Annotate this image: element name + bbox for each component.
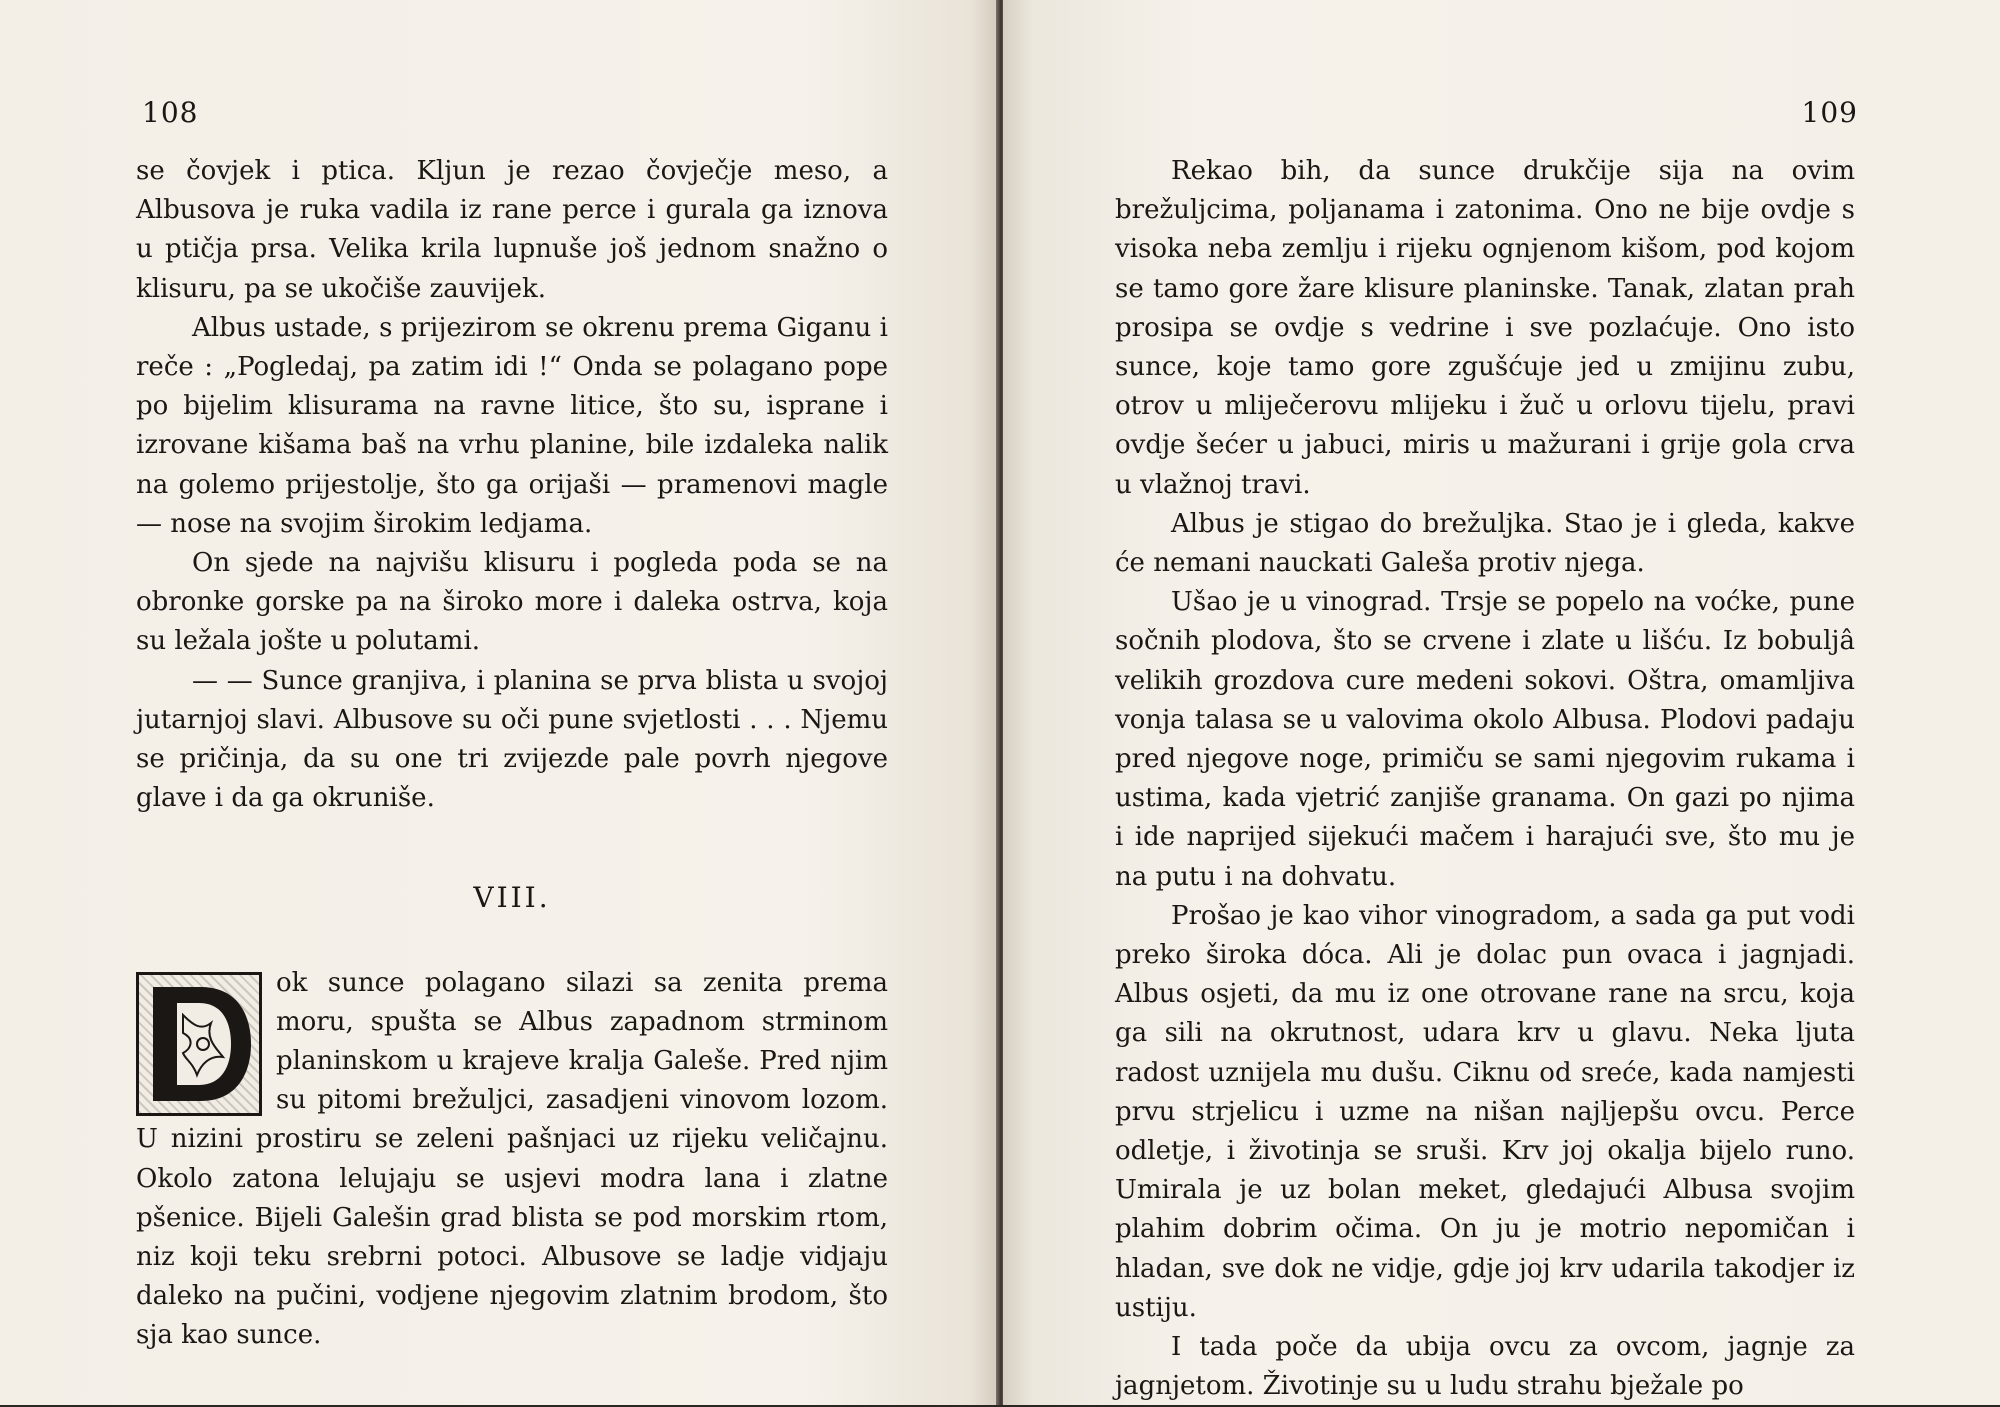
page-number-right: 109: [1801, 96, 1858, 129]
right-page: [1003, 0, 2000, 1405]
right-text-block: [1115, 152, 1855, 1407]
chapter-opening-paragraph: [136, 964, 888, 1356]
paragraph: — — Sunce granjiva, i planina se prva blista u svojoj jutarnjoj slavi. Albusove su oči pune svjetlosti . . . Njemu se pričinja, da su one tri zvijezde pale povrh njegove glave i da ga okruniše.: [136, 665, 888, 814]
paragraph: I tada poče da ubija ovcu za ovcom, jagnje za jagnjetom. Životinje su u ludu strahu bježale po: [1115, 1332, 1855, 1402]
chapter-heading: VIII.: [473, 881, 551, 915]
chapter-text: ok sunce polagano silazi sa zenita prema moru, spušta se Albus zapadnom strminom planinskom u krajeve kralja Galeše. Pred njim su pitomi brežuljci, zasadjeni vinovom lozom. U nizini prostiru se zeleni pašnjaci uz rijeku veličajnu. Okolo zatona lelujaju se usjevi modra lana i zlatne pšenice. Bijeli Galešin grad blista se pod morskim rtom, niz koji teku srebrni potoci. Albusove se ladje vidjaju daleko na pučini, vodjene njegovim zlatnim brodom, što sja kao sunce.: [136, 967, 888, 1351]
ornamental-drop-cap: [136, 972, 262, 1116]
paragraph: se čovjek i ptica. Kljun je rezao čovječje meso, a Albusova je ruka vadila iz rane perce i gurala ga iznova u ptičja prsa. Velika krila lupnuše još jednom snažno o klisuru, pa se ukočiše zauvijek.: [136, 156, 888, 304]
left-page: [0, 0, 1000, 1405]
paragraph: Albus je stigao do brežuljka. Stao je i gleda, kakve će nemani nauckati Galeša protiv njega.: [1115, 508, 1855, 579]
left-text-block: [136, 152, 888, 1356]
drop-cap-letter-graphic: [139, 975, 259, 1113]
paragraph: On sjede na najvišu klisuru i pogleda poda se na obronke gorske pa na široko more i daleka ostrva, koja su ležala jošte u polutami.: [136, 548, 888, 657]
page-number-left: 108: [142, 96, 199, 129]
paragraph: Ušao je u vinograd. Trsje se popelo na voćke, pune sočnih plodova, što se crvene i zlate u lišću. Iz bobuljâ velikih grozdova cure medeni sokovi. Oštra, omamljiva vonja talasa se u valovima okolo Albusa. Plodovi padaju pred njegove noge, primiču se sami njegovim rukama i ustima, kada vjetrić zanjiše granama. On gazi po njima i ide naprijed sijekući mačem i harajući sve, što mu je na putu i na dohvatu.: [1115, 587, 1855, 892]
paragraph: Albus ustade, s prijezirom se okrenu prema Giganu i reče : „Pogledaj, pa zatim idi !“ Onda se polagano pope po bijelim klisurama na ravne litice, što su, isprane i izrovane kišama baš na vrhu planine, bile izdaleka nalik na golemo prijestolje, što ga orijaši — pramenovi magle — nose na svojim širokim ledjama.: [136, 312, 888, 539]
paragraph: Prošao je kao vihor vinogradom, a sada ga put vodi preko široka dóca. Ali je dolac pun ovaca i jagnjadi. Albus osjeti, da mu iz one otrovane rane na srcu, koja ga sili na okrutnost, udara krv u glavu. Neka ljuta radost uznijela mu dušu. Ciknu od sreće, kada namjesti prvu strjelicu i uzme na nišan najljepšu ovcu. Perce odletje, i životinja se sruši. Krv joj okalja bijelo runo. Umirala je uz bolan meket, gledajući Albusa svojim plahim dobrim očima. On ju je motrio nepomičan i hladan, sve dok ne vidje, gdje joj krv udarila takodjer iz ustiju.: [1115, 900, 1855, 1323]
paragraph: Rekao bih, da sunce drukčije sija na ovim brežuljcima, poljanama i zatonima. Ono ne bije ovdje s visoka neba zemlju i rijeku ognjenom kišom, pod kojom se tamo gore žare klisure planinske. Tanak, zlatan prah prosipa se ovdje s vedrine i sve pozlaćuje. Ono isto sunce, koje tamo gore zgušćuje jed u zmijinu zubu, otrov u mliječerovu mlijeku i žuč u orlovu tijelu, pravi ovdje šećer u jabuci, miris u mažurani i grije gola crva u vlažnoj travi.: [1115, 156, 1855, 500]
